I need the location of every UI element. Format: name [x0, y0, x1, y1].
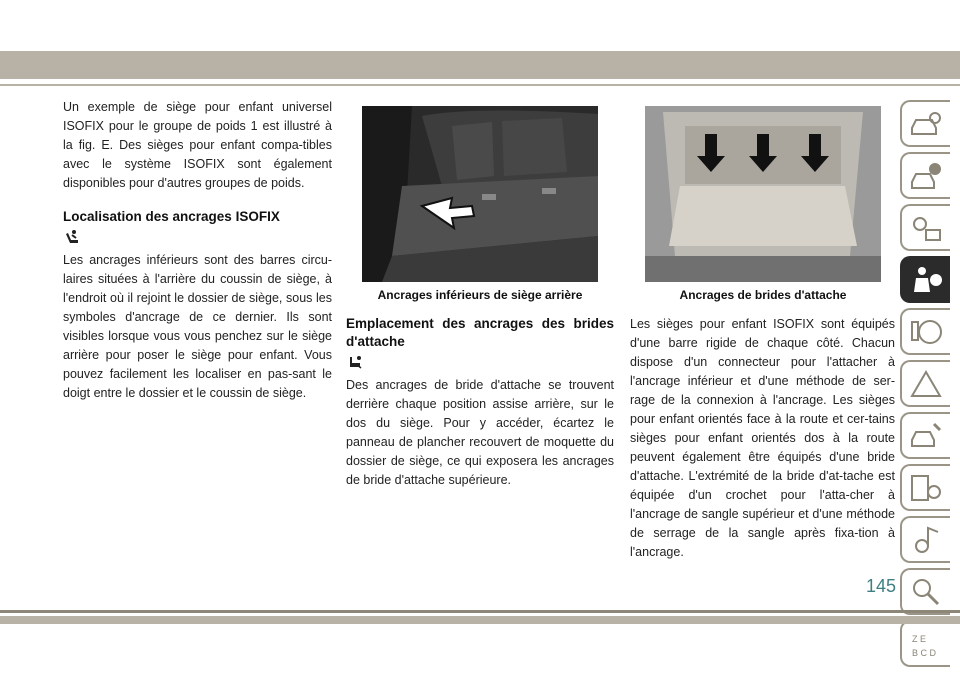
header-rule: [0, 84, 960, 86]
cargo-illustration: [645, 106, 881, 282]
svg-text:B C D: B C D: [912, 647, 937, 658]
spec-list-gear-icon: [908, 472, 944, 504]
page-number: 145: [866, 576, 897, 596]
column-middle: [346, 315, 614, 490]
car-search-icon: [908, 108, 944, 140]
seatbelt-airbag-icon: [908, 264, 944, 296]
tab-index[interactable]: [900, 568, 950, 615]
section-heading-isofix: Localisation des ancrages ISOFIX: [63, 209, 280, 224]
tether-body: Des ancrages de bride d'attache se trouvent derrière chaque position assise arrière, sur le dos du siège. Pour y accéder, écartez le panneau de plancher recouvert de moquette du dossier de siège, ce qui exposera les ancrages de bride d'attache supérieure.: [346, 378, 614, 487]
tab-alphabetical-index[interactable]: [900, 620, 950, 667]
header-band: [0, 51, 960, 79]
intro-paragraph: Un exemple de siège pour enfant universel ISOFIX pour le groupe de poids 1 est illustré à la fig. E. Des sièges pour enfant compa-tibles avec le système ISOFIX sont également disponibles pour d'autres groupes de poids.: [63, 100, 332, 190]
footer-band: [0, 616, 960, 624]
alphabet-icon: [908, 628, 944, 660]
footer-rule: [0, 610, 960, 613]
svg-text:Z E: Z E: [912, 633, 927, 644]
isofix-seat-description: Les sièges pour enfant ISOFIX sont équipés d'une barre rigide de chaque côté. Chacun dispose d'un connecteur pour l'attacher à l'ancrage inférieur et d'une méthode de ser-rage de la connexion à l'ancrage. Les sièges pour enfant orientés face à la route et cer-tains sièges pour enfant orientés dos à la route peuvent également être équipés d'une bride d'attache. L'extrémité de la bride d'at-tache est équipée d'un crochet pour l'atta-cher à l'ancrage de sangle supérieur et d'une méthode de serrage de la sangle après fixa-tion à l'ancrage.: [630, 317, 895, 559]
light-message-icon: [908, 212, 944, 244]
rear-seat-photo: [362, 106, 598, 282]
column-left: [63, 98, 332, 403]
tab-warnings[interactable]: [900, 204, 950, 251]
warning-triangle-icon: [908, 368, 944, 400]
figure-caption-tether-anchors: Ancrages de brides d'attache: [679, 288, 847, 302]
tether-anchor-icon: [348, 354, 364, 370]
figure-caption-lower-anchors: Ancrages inférieurs de siège arrière: [377, 288, 583, 302]
tab-starting[interactable]: [900, 308, 950, 355]
tab-technical[interactable]: [900, 464, 950, 511]
rear-seat-illustration: [362, 106, 598, 282]
car-info-icon: [908, 160, 944, 192]
tab-safety[interactable]: [900, 256, 950, 303]
section-heading-tether: Emplacement des ancrages des brides d'attache: [346, 316, 614, 349]
steering-wheel-icon: [908, 316, 944, 348]
car-wrench-icon: [908, 420, 944, 452]
music-note-icon: [908, 524, 944, 556]
tab-getting-to-know[interactable]: [900, 100, 950, 147]
isofix-body: Les ancrages inférieurs sont des barres circu-laires situées à l'arrière du coussin de siège, à l'endroit où il rejoint le dossier de siège, sous les symboles d'ancrage de ce dernier. Ils sont visibles lorsque vous vous penchez sur le siège arrière pour poser le siège pour enfant. Vous pouvez facilement les localiser en pas-sant le doigt entre le dossier et le coussin de siège.: [63, 253, 332, 400]
column-right: [630, 315, 895, 562]
tab-servicing[interactable]: [900, 412, 950, 459]
magnifier-icon: [908, 576, 944, 608]
tab-instruments[interactable]: [900, 152, 950, 199]
chapter-tabs: [900, 100, 952, 672]
child-seat-anchor-icon: [65, 229, 81, 245]
cargo-area-photo: [645, 106, 881, 282]
tab-emergency[interactable]: [900, 360, 950, 407]
tab-multimedia[interactable]: [900, 516, 950, 563]
